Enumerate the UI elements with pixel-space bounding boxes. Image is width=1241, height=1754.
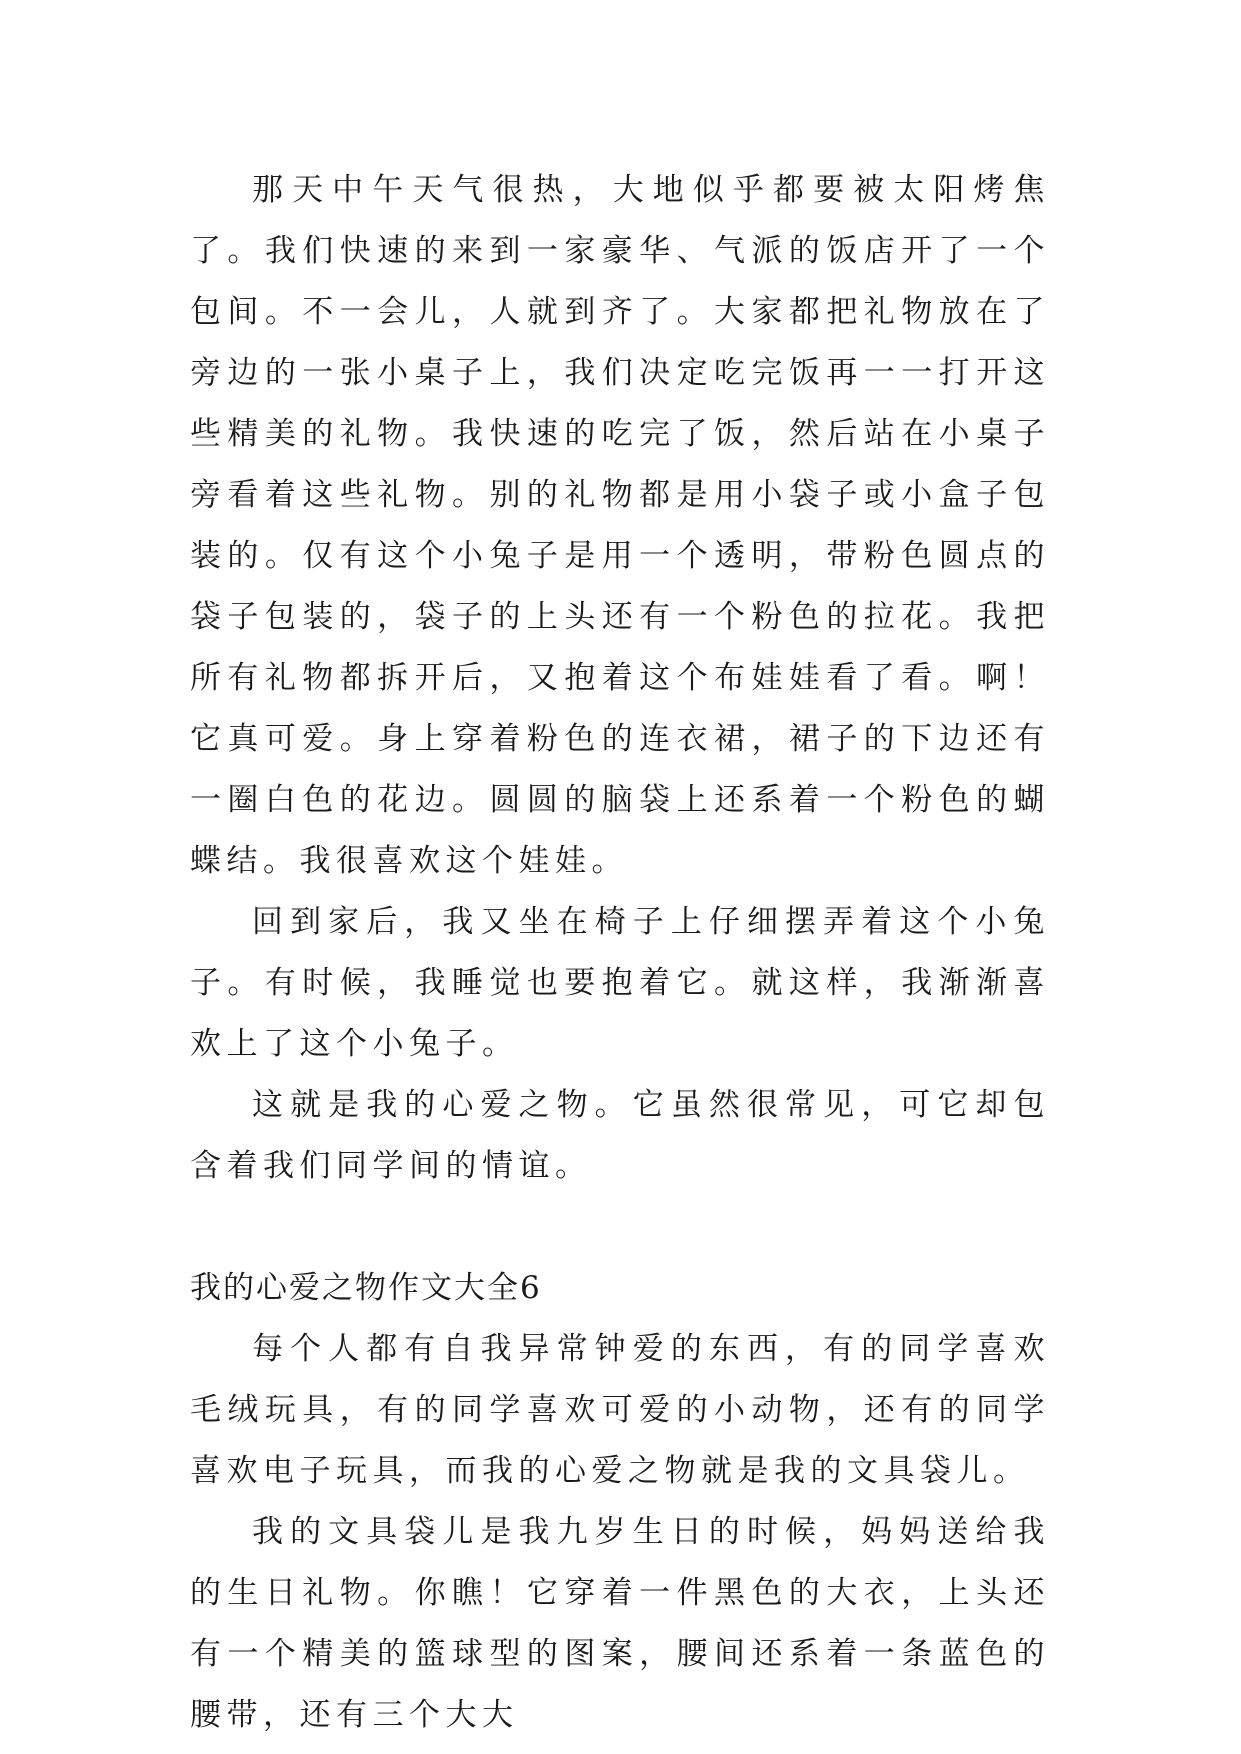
paragraph: 那天中午天气很热，大地似乎都要被太阳烤焦了。我们快速的来到一家豪华、气派的饭店开了一个包间。不一会儿，人就到齐了。大家都把礼物放在了旁边的一张小桌子上，我们决定吃完饭再一一打开这些精美的礼物。我快速的吃完了饭，然后站在小桌子旁看着这些礼物。别的礼物都是用小袋子或小盒子包装的。仅有这个小兔子是用一个透明，带粉色圆点的袋子包装的，袋子的上头还有一个粉色的拉花。我把所有礼物都拆开后，又抱着这个布娃娃看了看。啊！它真可爱。身上穿着粉色的连衣裙，裙子的下边还有一圈白色的花边。圆圆的脑袋上还系着一个粉色的蝴蝶结。我很喜欢这个娃娃。 (190, 172, 1050, 879)
paragraph: 这就是我的心爱之物。它虽然很常见，可它却包含着我们同学间的情谊。 (190, 1087, 1050, 1184)
section-title: 我的心爱之物作文大全6 (190, 1270, 542, 1306)
paragraph: 每个人都有自我异常钟爱的东西，有的同学喜欢毛绒玩具，有的同学喜欢可爱的小动物，还有的同学喜欢电子玩具，而我的心爱之物就是我的文具袋儿。 (190, 1331, 1050, 1489)
paragraph: 回到家后，我又坐在椅子上仔细摆弄着这个小兔子。有时候，我睡觉也要抱着它。就这样，我渐渐喜欢上了这个小兔子。 (190, 904, 1050, 1062)
paragraph: 我的文具袋儿是我九岁生日的时候，妈妈送给我的生日礼物。你瞧！它穿着一件黑色的大衣，上头还有一个精美的篮球型的图案，腰间还系着一条蓝色的腰带，还有三个大大 (190, 1514, 1050, 1733)
section-spacer (190, 1197, 1050, 1258)
document-page (190, 160, 1050, 1746)
